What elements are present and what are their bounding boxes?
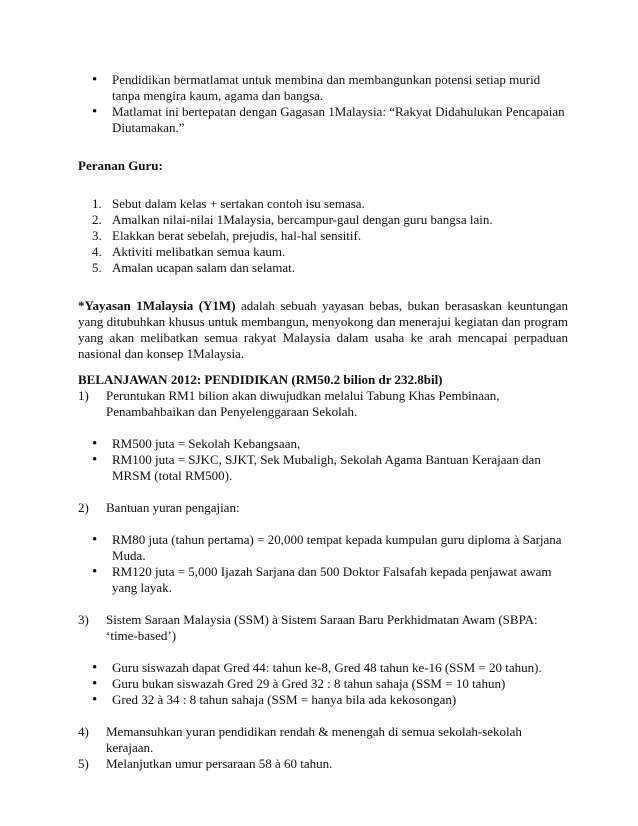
yayasan-text: adalah sebuah yayasan bebas, bukan berasaskan keuntungan yang ditubuhkan khusus untuk membangun, menyokong dan menerajui kegiatan dan program yang akan melibatkan semua rakyat Malaysia dalam usaha ke arah mencapai perpaduan nasional dan konsep 1Malaysia. [78,298,568,361]
list-item [78,228,568,244]
item-text: Peruntukan RM1 bilion akan diwujudkan melalui Tabung Khas Pembinaan, Penambahbaikan dan Penyelenggaraan Sekolah. [106,388,500,419]
item-text: Memansuhkan yuran pendidikan rendah & menengah di semua sekolah-sekolah kerajaan. [106,724,522,755]
item-text: Sebut dalam kelas + sertakan contoh isu semasa. [112,196,365,211]
item-text: Amalan ucapan salam dan selamat. [112,260,296,275]
item-text: Amalkan nilai-nilai 1Malaysia, bercampur-gaul dengan guru bangsa lain. [112,212,493,227]
document-page [78,72,568,772]
belanjawan-item-2 [78,500,568,516]
item-number: 1. [92,196,102,211]
list-item: • Guru siswazah dapat Gred 44: tahun ke-8, Gred 48 tahun ke-16 (SSM = 20 tahun). [78,660,568,676]
item-number: 3) [78,612,89,627]
belanjawan-item-3 [78,612,568,644]
belanjawan-item-1 [78,388,568,420]
peranan-guru-list [78,196,568,276]
item-text: Melanjutkan umur persaraan 58 à 60 tahun. [106,756,333,771]
list-item: • RM80 juta (tahun pertama) = 20,000 tempat kepada kumpulan guru diploma à Sarjana Muda. [78,532,568,564]
item-number: 2. [92,212,102,227]
belanjawan-heading: BELANJAWAN 2012: PENDIDIKAN (RM50.2 bilion dr 232.8bil) [78,372,443,387]
item-number: 2) [78,500,89,515]
item-text: Elakkan berat sebelah, prejudis, hal-hal sensitif. [112,228,362,243]
belanjawan-item-4 [78,724,568,756]
item-text: Sistem Saraan Malaysia (SSM) à Sistem Saraan Baru Perkhidmatan Awam (SBPA: ‘time-based’) [106,612,538,643]
peranan-guru-heading: Peranan Guru: [78,158,163,173]
item-number: 5) [78,756,89,771]
item-number: 3. [92,228,102,243]
list-item: • Gred 32 à 34 : 8 tahun sahaja (SSM = hanya bila ada kekosongan) [78,692,568,708]
list-item: • Guru bukan siswazah Gred 29 à Gred 32 : 8 tahun sahaja (SSM = 10 tahun) [78,676,568,692]
list-item [78,196,568,212]
belanjawan-item-5 [78,756,568,772]
list-item: • RM120 juta = 5,000 Ijazah Sarjana dan 500 Doktor Falsafah kepada penjawat awam yang layak. [78,564,568,596]
yayasan-bold-term: *Yayasan 1Malaysia (Y1M) [78,298,236,313]
item-text: Bantuan yuran pengajian: [106,500,240,515]
belanjawan-item-3-bullets [78,660,568,708]
item-number: 4) [78,724,89,739]
list-item: • Matlamat ini bertepatan dengan Gagasan 1Malaysia: “Rakyat Didahulukan Pencapaian Diutamakan.” [78,104,568,136]
item-number: 1) [78,388,89,403]
item-text: Aktiviti melibatkan semua kaum. [112,244,286,259]
list-item: • RM100 juta = SJKC, SJKT, Sek Mubaligh, Sekolah Agama Bantuan Kerajaan dan MRSM (total RM500). [78,452,568,484]
belanjawan-item-2-bullets [78,532,568,596]
belanjawan-item-1-bullets [78,436,568,484]
list-item: • RM500 juta = Sekolah Kebangsaan, [78,436,568,452]
list-item [78,212,568,228]
list-item [78,244,568,260]
list-item [78,260,568,276]
intro-bullet-list [78,72,568,136]
item-number: 4. [92,244,102,259]
list-item: • Pendidikan bermatlamat untuk membina dan membangunkan potensi setiap murid tanpa mengira kaum, agama dan bangsa. [78,72,568,104]
item-number: 5. [92,260,102,275]
yayasan-paragraph [78,298,568,362]
